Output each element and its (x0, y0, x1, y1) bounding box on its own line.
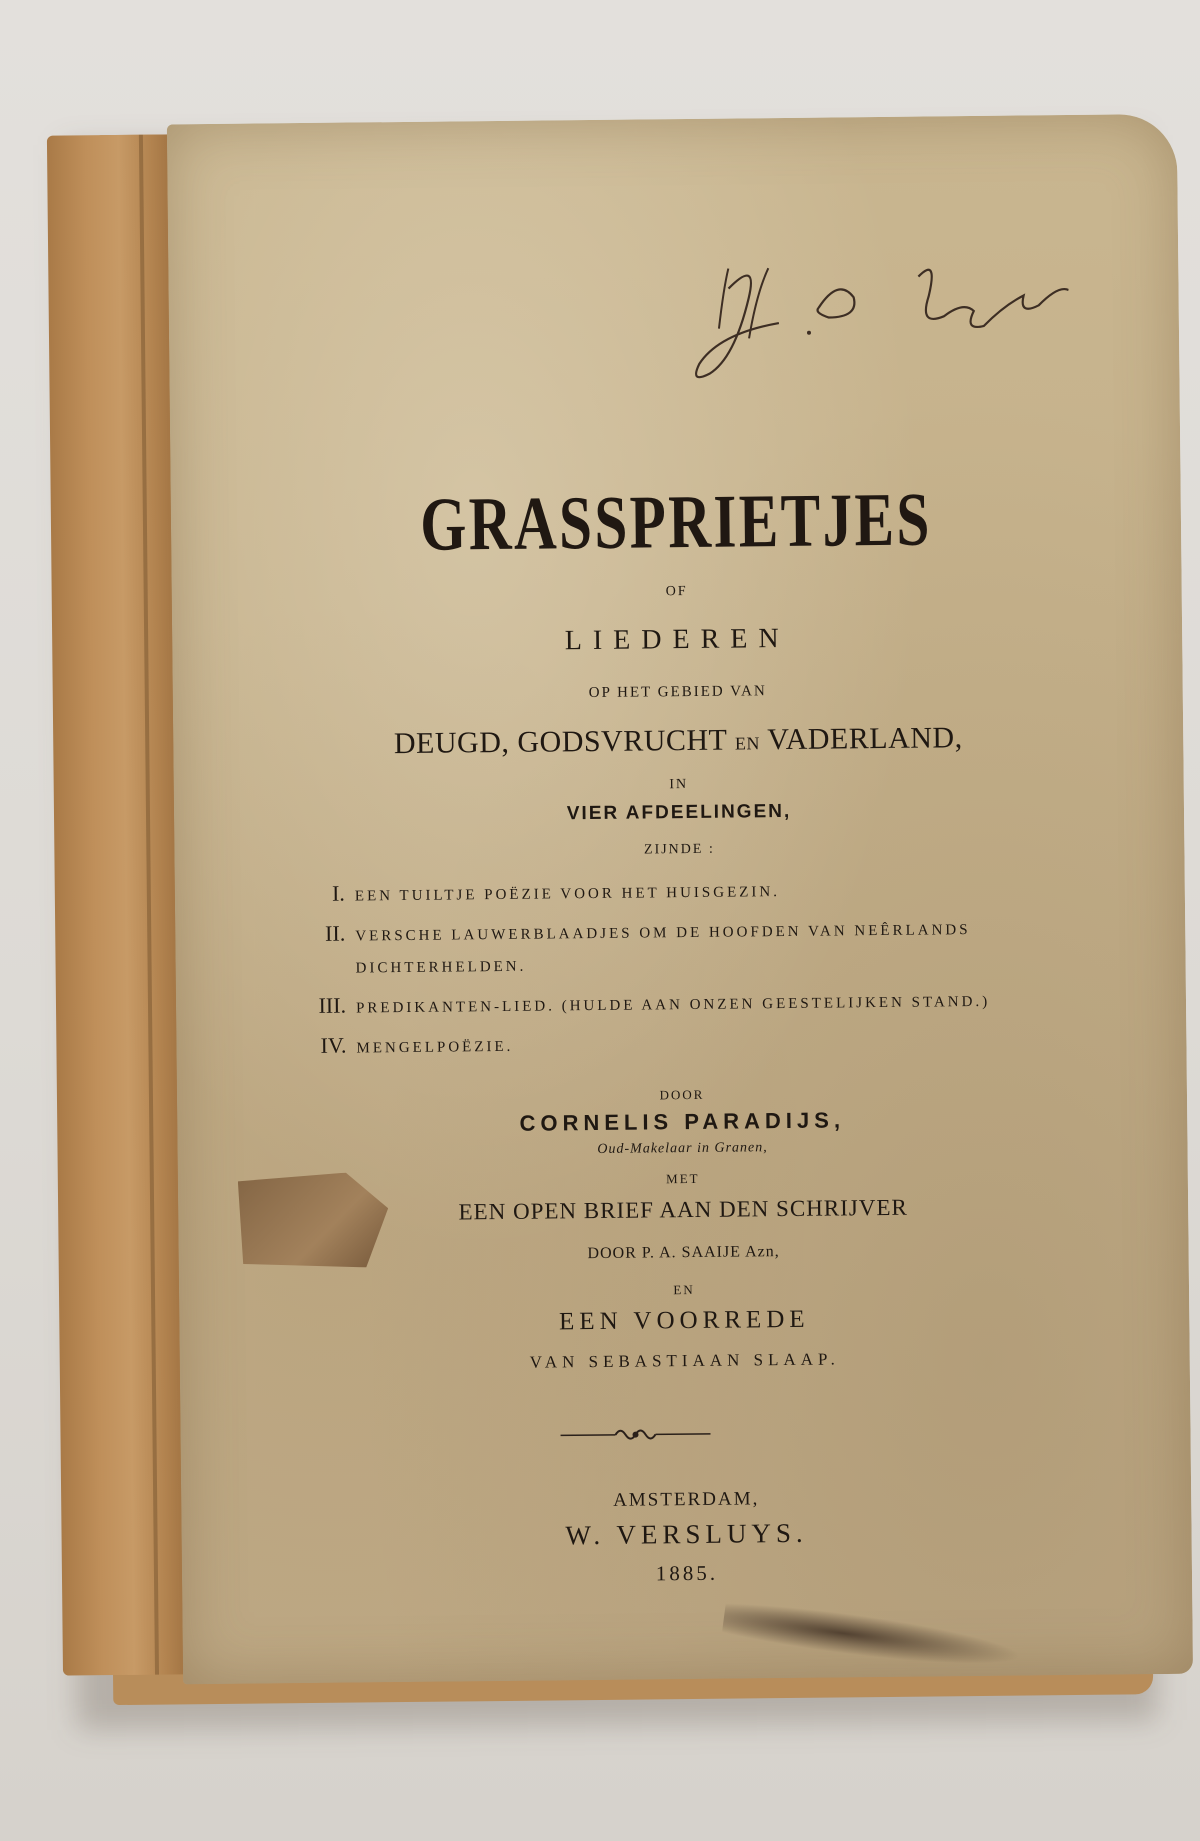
letter-author: DOOR P. A. SAAIJE Azn, (587, 1243, 780, 1263)
door-text: DOOR (659, 1086, 705, 1103)
list-item (305, 913, 1026, 985)
publication-year: 1885. (655, 1560, 719, 1586)
open-letter-line: EEN OPEN BRIEF AAN DEN SCHRIJVER (458, 1194, 908, 1225)
author-name: CORNELIS PARADIJS, (519, 1107, 846, 1136)
en-text: EN (673, 1281, 695, 1298)
handwritten-signature (688, 245, 1069, 379)
subject-part-2: VADERLAND, (759, 721, 963, 757)
sections-list (305, 873, 1027, 1073)
subject-part-1: DEUGD, GODSVRUCHT (393, 723, 736, 761)
list-item-text: VERSCHE LAUWERBLAADJES OM DE HOOFDEN VAN NEÊRLANDS DICHTERHELDEN. (355, 922, 971, 977)
book-title: GRASSPRIETJES (419, 477, 933, 567)
title-page-text (167, 114, 1177, 1586)
gebied-text: OP HET GEBIED VAN (588, 683, 767, 702)
publisher-name: W. VERSLUYS. (565, 1517, 808, 1551)
preface-author: VAN SEBASTIAAN SLAAP. (529, 1349, 840, 1372)
of-text: OF (665, 584, 688, 600)
list-item-text: MENGELPOËZIE. (356, 1038, 514, 1057)
list-item-text: PREDIKANTEN-LIED. (HULDE AAN ONZEN GEESTELIJKEN STAND.) (355, 993, 991, 1017)
in-text: IN (669, 777, 689, 793)
ornament-divider-icon (560, 1424, 710, 1446)
vier-afdeelingen: VIER AFDEELINGEN, (566, 800, 792, 825)
zijnde-text: ZIJNDE : (643, 841, 715, 858)
list-item (306, 985, 1026, 1025)
publisher-city: AMSTERDAM, (613, 1488, 760, 1511)
author-role: Oud-Makelaar in Granen, (597, 1140, 768, 1157)
list-item-number: I. (331, 880, 345, 906)
ink-smudge (721, 1598, 1024, 1676)
preface-line: EEN VOORREDE (558, 1305, 810, 1336)
subject-line (173, 719, 1183, 764)
subject-en: EN (734, 733, 761, 754)
list-item-text: EEN TUILTJE POËZIE VOOR HET HUISGEZIN. (354, 884, 781, 905)
list-item (306, 1025, 1026, 1065)
title-page (167, 114, 1193, 1684)
list-item-number: III. (318, 992, 347, 1018)
met-text: MET (666, 1170, 700, 1187)
list-item-number: II. (324, 920, 346, 946)
book-cover (47, 114, 1143, 1700)
list-item-number: IV. (320, 1032, 347, 1058)
subtitle-liederen: LIEDEREN (564, 622, 790, 657)
list-item (305, 873, 1025, 913)
